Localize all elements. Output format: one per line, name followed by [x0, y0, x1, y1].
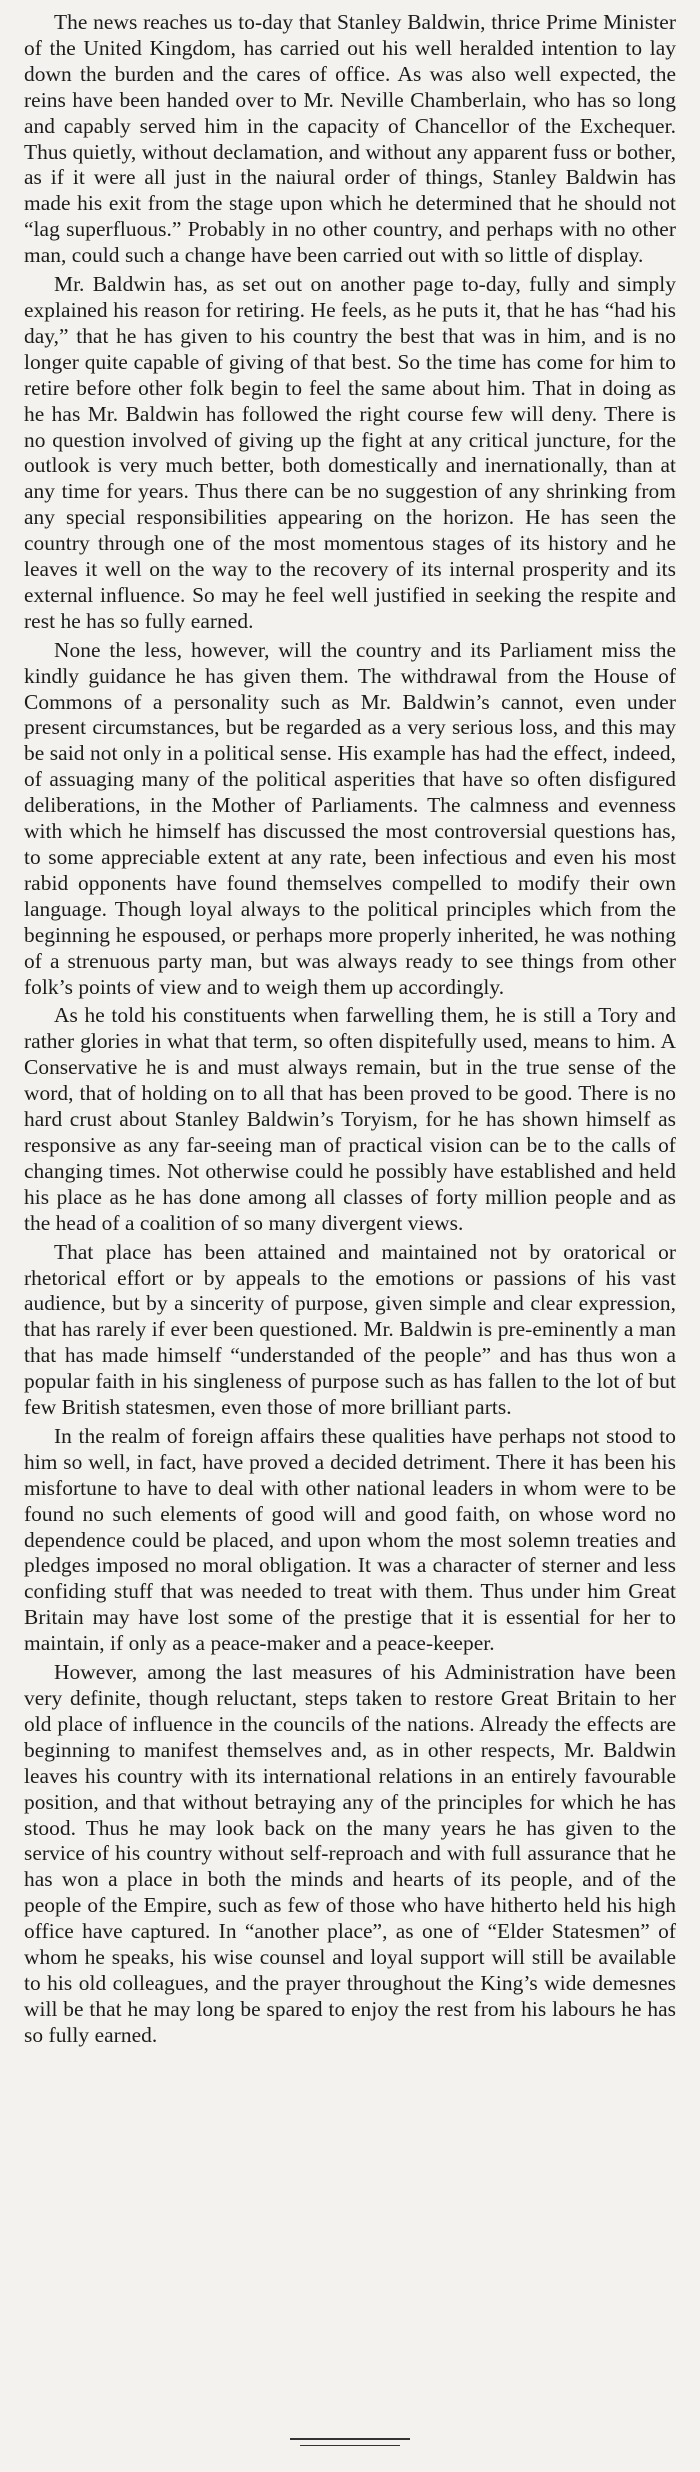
- paragraph-1: The news reaches us to-day that Stanley Baldwin, thrice Prime Minister of the United Kingdom, has carried out his well heralded intention to lay down the burden and the cares of office. As was also well expected, the reins have been handed over to Mr. Neville Chamberlain, who has so long and capably served him in the capacity of Chancellor of the Exchequer. Thus quietly, without declamation, and without any apparent fuss or bother, as if it were all just in the naiural order of things, Stanley Baldwin has made his exit from the stage upon which he determined that he should not “lag superfluous.” Probably in no other country, and perhaps with no other man, could such a change have been carried out with so little of display.: [24, 10, 676, 268]
- end-rule-secondary: [300, 2445, 400, 2446]
- paragraph-7: However, among the last measures of his Administration have been very definite, though reluctant, steps taken to restore Great Britain to her old place of influence in the councils of the nations. Already the effects are beginning to manifest themselves and, as in other respects, Mr. Baldwin leaves his country with its international relations in an entirely favourable position, and that without betraying any of the principles for which he has stood. Thus he may look back on the many years he has given to the service of his country without self-reproach and with full assurance that he has won a place in both the minds and hearts of its people, and of the people of the Empire, such as few of those who have hitherto held his high office have captured. In “another place”, as one of “Elder Statesmen” of whom he speaks, his wise counsel and loyal support will still be available to his old colleagues, and the prayer throughout the King’s wide demesnes will be that he may long be spared to enjoy the rest from his labours he has so fully earned.: [24, 1660, 676, 2047]
- paragraph-2: Mr. Baldwin has, as set out on another page to-day, fully and simply explained his reason for retiring. He feels, as he puts it, that he has “had his day,” that he has given to his country the best that was in him, and is no longer quite capable of giving of that best. So the time has come for him to retire before other folk begin to feel the same about him. That in doing as he has Mr. Baldwin has followed the right course few will deny. There is no question involved of giving up the fight at any critical juncture, for the outlook is very much better, both domestically and inernationally, than at any time for years. Thus there can be no suggestion of any shrinking from any special responsibilities appearing on the horizon. He has seen the country through one of the most momentous stages of its history and he leaves it well on the way to the recovery of its internal prosperity and its external influence. So may he feel well justified in seeking the respite and rest he has so fully earned.: [24, 272, 676, 633]
- end-rule: [290, 2438, 410, 2440]
- paragraph-5: That place has been attained and maintained not by oratorical or rhetorical effort or by appeals to the emotions or passions of his vast audience, but by a sincerity of purpose, given simple and clear expression, that has rarely if ever been questioned. Mr. Baldwin is pre-eminently a man that has made himself “understanded of the people” and has thus won a popular faith in his singleness of purpose such as has fallen to the lot of but few British statesmen, even those of more brilliant parts.: [24, 1239, 676, 1420]
- paragraph-4: As he told his constituents when farwelling them, he is still a Tory and rather glories in what that term, so often dispitefully used, means to him. A Conservative he is and must always remain, but in the true sense of the word, that of holding on to all that has been proved to be good. There is no hard crust about Stanley Baldwin’s Toryism, for he has shown himself as responsive as any far-seeing man of practical vision can be to the calls of changing times. Not otherwise could he possibly have established and held his place as he has done among all classes of forty million people and as the head of a coalition of so many divergent views.: [24, 1003, 676, 1235]
- paragraph-6: In the realm of foreign affairs these qualities have perhaps not stood to him so well, in fact, have proved a decided detriment. There it has been his misfortune to have to deal with other national leaders in whom were to be found no such elements of good will and good faith, on whose word no dependence could be placed, and upon whom the most solemn treaties and pledges imposed no moral obligation. It was a character of sterner and less confiding stuff that was needed to treat with them. Thus under him Great Britain may have lost some of the prestige that it is essential for her to maintain, if only as a peace-maker and a peace-keeper.: [24, 1423, 676, 1656]
- article-column: [24, 10, 676, 2052]
- paragraph-3: None the less, however, will the country and its Parliament miss the kindly guidance he has given them. The withdrawal from the House of Commons of a personality such as Mr. Baldwin’s cannot, even under present circumstances, but be regarded as a very serious loss, and this may be said not only in a political sense. His example has had the effect, indeed, of assuaging many of the political asperities that have so often disfigured deliberations, in the Mother of Parliaments. The calmness and evenness with which he himself has discussed the most controversial questions has, to some appreciable extent at any rate, been infectious and even his most rabid opponents have found themselves compelled to modify their own language. Though loyal always to the political principles which from the beginning he espoused, or perhaps more properly inherited, he was nothing of a strenuous party man, but was always ready to see things from other folk’s points of view and to weigh them up accordingly.: [24, 637, 676, 999]
